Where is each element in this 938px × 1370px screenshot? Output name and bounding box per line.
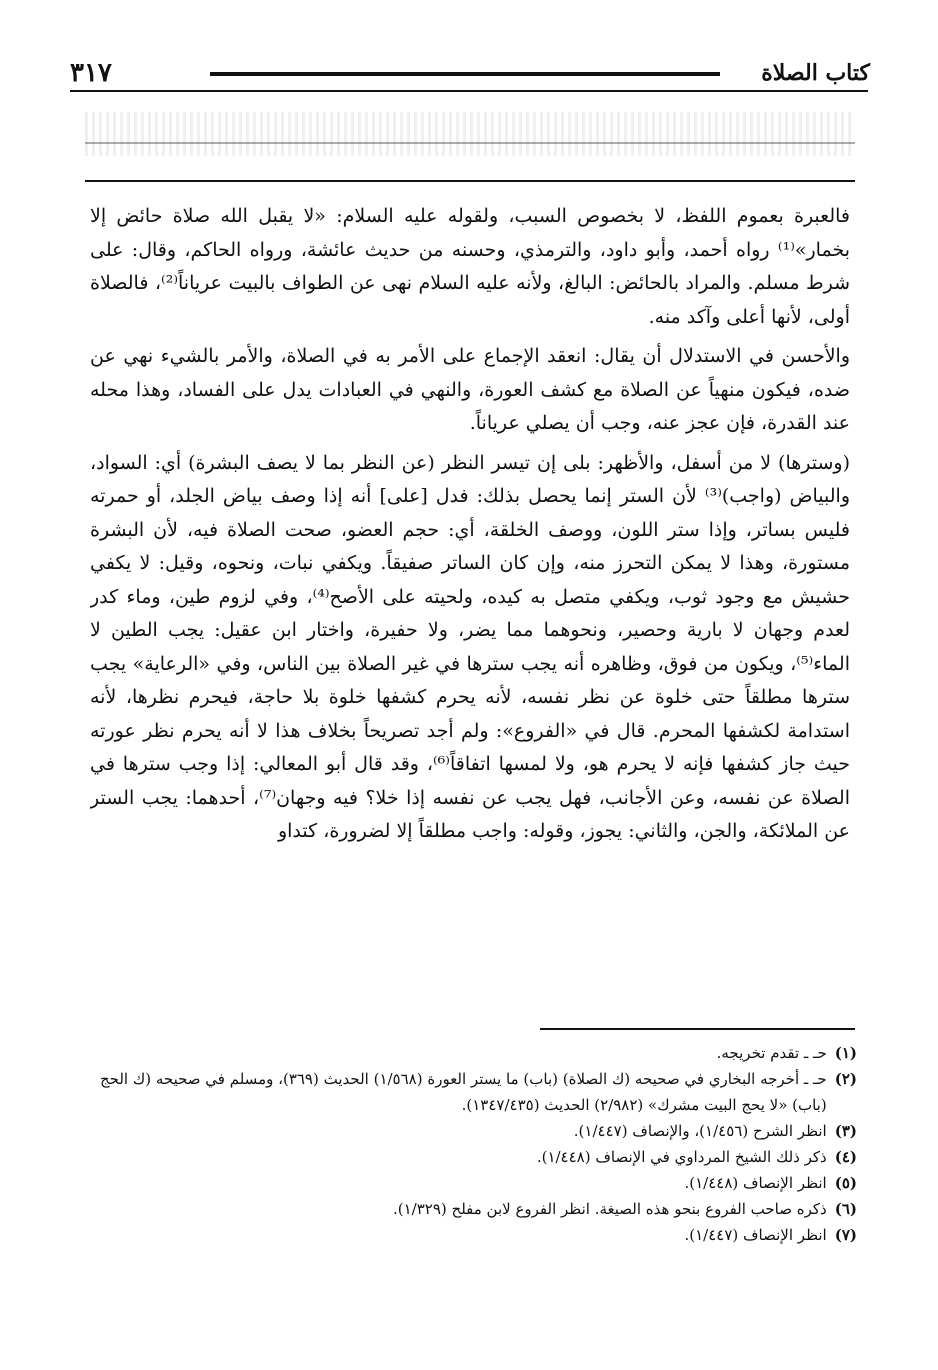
footnote-text: انظر الإنصاف (١/٤٤٨). [684,1174,827,1192]
header-rule [210,72,720,76]
book-title: كتاب الصلاة [761,60,870,86]
footnote-text: ذكر ذلك الشيخ المرداوي في الإنصاف (١/٤٤٨). [536,1148,827,1166]
footnote-number: (٤) [834,1148,857,1166]
footnote [95,1040,857,1066]
section-divider [85,180,855,182]
footnote-text: انظر الإنصاف (١/٤٤٧). [684,1226,827,1244]
footnote [95,1170,857,1196]
footnote-number: (١) [834,1044,857,1062]
page-number: ٣١٧ [70,58,112,88]
bleed-through-text [85,112,855,156]
footnote [95,1144,857,1170]
footnote-number: (٧) [834,1226,857,1244]
footnote-number: (٦) [834,1200,857,1218]
footnote-text: حـ ـ تقدم تخريجه. [716,1044,827,1062]
paragraph: (وسترها) لا من أسفل، والأظهر: بلى إن تيسر النظر (عن النظر بما لا يصف البشرة) أي: السواد، والبياض (واجب)⁽³⁾ لأن الستر إنما يحصل بذلك: فدل [على] أنه إذا وصف بياض الجلد، أو حمرته فليس بساتر، وإذا ستر اللون، ووصف الخلقة، أي: حجم العضو، صحت الصلاة فيه، لأن البشرة مستورة، وهذا لا يمكن التحرز منه، وإن كان الساتر صفيقاً. ويكفي نبات، ونحوه، وقيل: لا يكفي حشيش مع وجود ثوب، ويكفي متصل به كيده، ولحيته على الأصح⁽⁴⁾، وفي لزوم طين، وماء كدر لعدم وجهان لا بارية وحصير، ونحوهما مما يضر، ولا حفيرة، واختار ابن عقيل: يجب الطين لا الماء⁽⁵⁾، ويكون من فوق، وظاهره أنه يجب سترها في غير الصلاة بين الناس، وفي «الرعاية» يجب سترها مطلقاً حتى خلوة عن نظر نفسه، لأنه يحرم كشفها خلوة بلا حاجة، فيحرم نظرها، لأنه استدامة لكشفها المحرم. قال في «الفروع»: ولم أجد تصريحاً بخلاف هذا لا أنه يحرم نظر عورته حيث جاز كشفها فإنه لا يحرم هو، ولا لمسها اتفاقاً⁽⁶⁾، وقد قال أبو المعالي: إذا وجب سترها في الصلاة عن نفسه، وعن الأجانب، فهل يجب عن نفسه إذا خلا؟ فيه وجهان⁽⁷⁾، أحدهما: يجب الستر عن الملائكة، والجن، والثاني: يجوز، وقوله: واجب مطلقاً إلا لضرورة، كتداو [90,451,850,842]
footnote-text: ذكره صاحب الفروع بنحو هذه الصيغة. انظر الفروع لابن مفلح (١/٣٢٩). [392,1200,827,1218]
paragraph: فالعبرة بعموم اللفظ، لا بخصوص السبب، ولقوله عليه السلام: «لا يقبل الله صلاة حائض إلا بخمار»⁽¹⁾ رواه أحمد، وأبو داود، والترمذي، وحسنه من حديث عائشة، ورواه الحاكم، وقال: على شرط مسلم. والمراد بالحائض: البالغ، ولأنه عليه السلام نهى عن الطواف بالبيت عرياناً⁽²⁾، فالصلاة أولى، لأنها أعلى وآكد منه. [90,205,850,328]
footnote-separator [540,1028,855,1030]
page-header [70,58,870,90]
footnote [95,1066,857,1118]
footnote-number: (٣) [834,1122,857,1140]
main-text [90,200,850,1012]
footnote [95,1118,857,1144]
footnote-number: (٢) [834,1070,857,1088]
paragraph: والأحسن في الاستدلال أن يقال: انعقد الإجماع على الأمر به في الصلاة، والأمر بالشيء نهي عن ضده، فيكون منهياً عن الصلاة مع كشف العورة، والنهي في العبادات يدل على الفساد، وهذا محله عند القدرة، فإن عجز عنه، وجب أن يصلي عرياناً. [90,345,850,434]
footnote-text: حـ ـ أخرجه البخاري في صحيحه (ك الصلاة) (باب) ما يستر العورة (١/٥٦٨) الحديث (٣٦٩)، ومسلم في صحيحه (ك الحج (باب) «لا يحج البيت مشرك» (٢/٩٨٢) الحديث (١٣٤٧/٤٣٥). [100,1070,827,1114]
footnotes [95,1040,857,1320]
footnote [95,1222,857,1248]
footnote-text: انظر الشرح (١/٤٥٦)، والإنصاف (١/٤٤٧). [573,1122,827,1140]
footnote [95,1196,857,1222]
header-underline [70,90,868,92]
footnote-number: (٥) [834,1174,857,1192]
